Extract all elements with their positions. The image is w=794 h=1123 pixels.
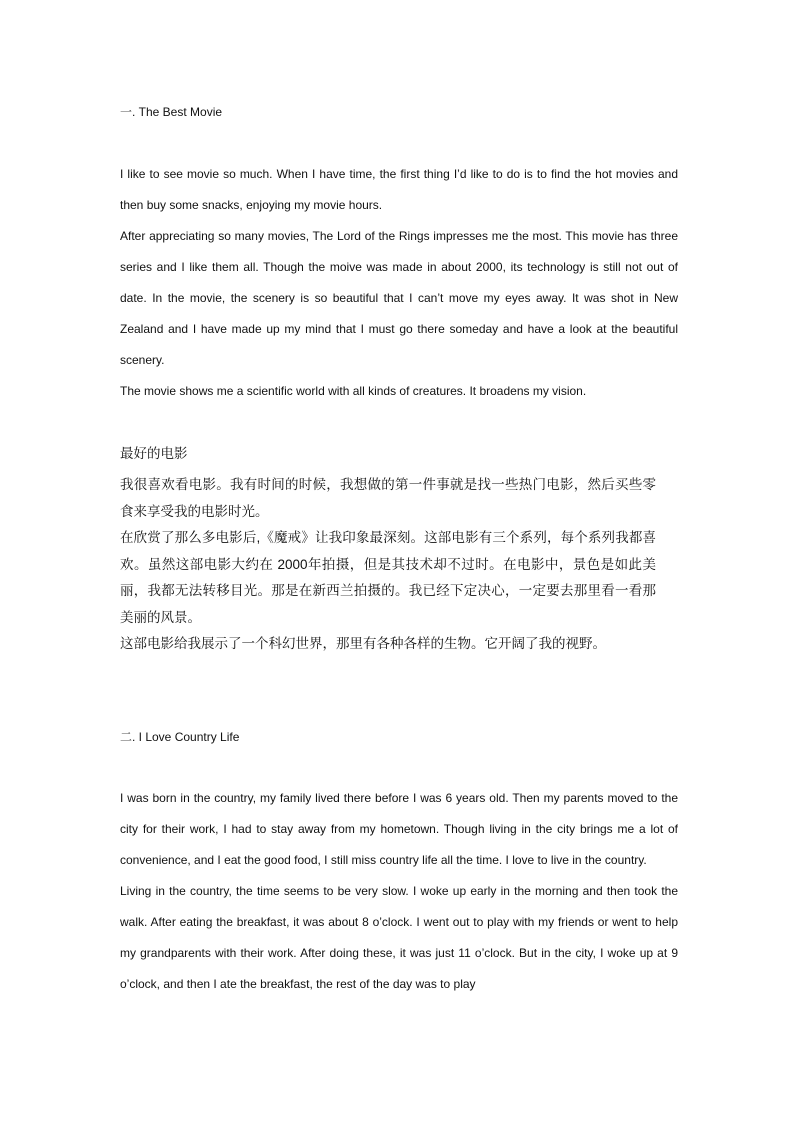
paragraph: 我很喜欢看电影。我有时间的时候，我想做的第一件事就是找一些热门电影，然后买些零食来享受我的电影时光。 — [120, 477, 656, 519]
paragraph: I like to see movie so much. When I have time, the first thing I’d like to do is to find the hot movies and then buy some snacks, enjoying my movie hours. — [120, 167, 678, 212]
section-2-heading: 二. I Love Country Life — [120, 730, 240, 744]
paragraph: After appreciating so many movies, The Lord of the Rings impresses me the most. This movie has three series and I like them all. Though the moive was made in about 2000, its technology is still not out of date. In the movie, the scenery is so beautiful that I can’t move my eyes away. It was shot in New Zealand and I have made up my mind that I must go there someday and have a look at the beautiful scenery. — [120, 229, 678, 367]
section-2-english-text — [120, 783, 678, 1000]
paragraph: I was born in the country, my family lived there before I was 6 years old. Then my parents moved to the city for their work, I had to stay away from my hometown. Though living in the city brings me a lot of convenience, and I eat the good food, I still miss country life all the time. I love to live in the country. — [120, 791, 678, 867]
section-1-chinese-text — [120, 472, 656, 658]
section-1-heading: 一. The Best Movie — [120, 105, 223, 119]
section-1-translation-title: 最好的电影 — [120, 446, 188, 461]
paragraph: The movie shows me a scientific world with all kinds of creatures. It broadens my vision. — [120, 384, 587, 398]
paragraph: 在欣赏了那么多电影后,《魔戒》让我印象最深刻。这部电影有三个系列，每个系列我都喜欢。虽然这部电影大约在 2000年拍摄，但是其技术却不过时。在电影中，景色是如此美丽，我都无法转移目光。那是在新西兰拍摄的。我已经下定决心，一定要去那里看一看那美丽的风景。 — [120, 530, 656, 625]
section-1-english-text — [120, 159, 678, 407]
paragraph: Living in the country, the time seems to be very slow. I woke up early in the morning and then took the walk. After eating the breakfast, it was about 8 o’clock. I went out to play with my friends or went to help my grandparents with their work. After doing these, it was just 11 o’clock. But in the city, I woke up at 9 o’clock, and then I ate the breakfast, the rest of the day was to play — [120, 884, 678, 991]
paragraph: 这部电影给我展示了一个科幻世界，那里有各种各样的生物。它开阔了我的视野。 — [120, 636, 606, 651]
